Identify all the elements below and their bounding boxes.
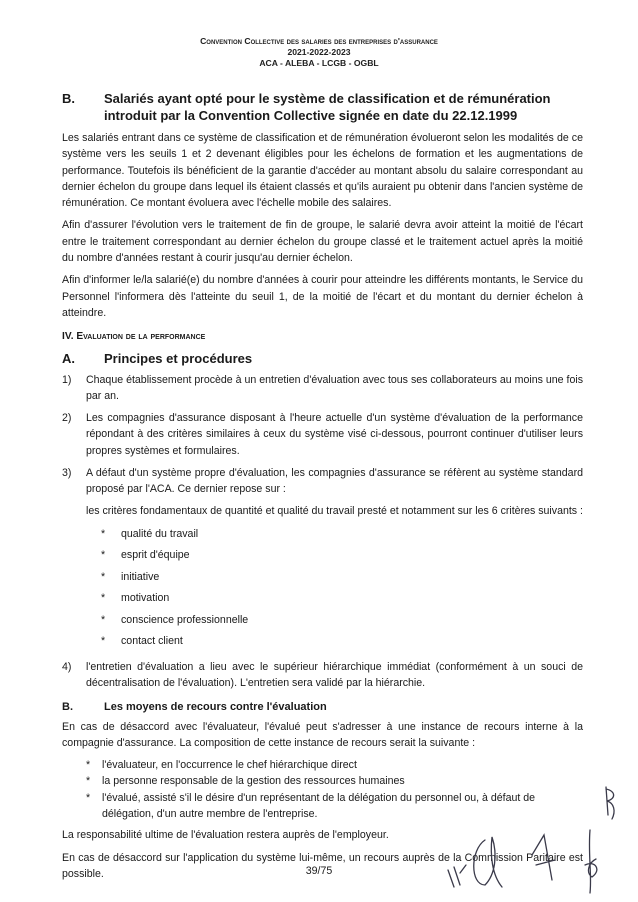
bullet-star-icon: * [101,527,106,540]
criterion-label: motivation [121,592,170,605]
list-item [62,465,583,653]
section-title: Salariés ayant opté pour le système de classification et de rémunération introduit par la Convention Collective signée en date du 22.12.1999 [104,91,551,123]
criterion-label: qualité du travail [121,527,199,540]
item-number: 1) [62,373,72,386]
criterion [101,567,583,589]
margin-initials-icon [598,785,624,825]
signature-initials-icon [440,815,630,900]
item-text: Chaque établissement procède à un entretien d'évaluation avec tous ses collaborateurs au moins une fois par an. [86,373,583,402]
item-number: 2) [62,412,72,425]
criterion-label: initiative [121,570,160,583]
item-body [86,465,583,653]
item-subtext: les critères fondamentaux de quantité et qualité du travail presté et notamment sur les 6 critères suivants : [86,504,583,517]
criterion [101,610,583,632]
criterion [101,524,583,546]
bullet-star-icon: * [101,592,106,605]
section-b2-heading [62,698,583,716]
section-title: Les moyens de recours contre l'évaluation [104,700,327,713]
member-text: la personne responsable de la gestion des ressources humaines [102,775,405,788]
criterion [101,631,583,653]
paragraph: En cas de désaccord sur l'application du système lui-même, un recours auprès de la Commission Paritaire est possible. [62,851,583,880]
item-number: 3) [62,467,72,480]
paragraph: Afin d'informer le/la salarié(e) du nombre d'années à courir pour atteindre les différents montants, le Service du Personnel l'informera dès l'atteinte du seuil 1, de la moitié de l'écart et du montant du dernier échelon à atteindre. [62,274,583,319]
bullet-star-icon: * [101,613,106,626]
member-text: l'évalué, assisté s'il le désire d'un représentant de la délégation du personnel ou, à défaut de délégation, d'un autre membre de l'entreprise. [102,791,536,821]
paragraph: Afin d'assurer l'évolution vers le traitement de fin de groupe, le salarié devra avoir atteint la moitié de l'écart entre le traitement correspondant au dernier échelon du groupe classé et le traitement actuel après la moitié du nombre d'années restant à courir jusqu'au dernier échelon. [62,219,583,265]
item-text: l'entretien d'évaluation a lieu avec le supérieur hiérarchique immédiat (conformément à un souci de décentralisation de l'évaluation). L'entretien sera validé par la hiérarchie. [86,660,583,690]
list-item [86,757,583,773]
list-item [62,659,583,692]
list-item [86,773,583,789]
paragraph: En cas de désaccord avec l'évaluateur, l'évalué peut s'adresser à une instance de recours interne à la compagnie d'assurance. La composition de cette instance de recours serait la suivante : [62,720,583,749]
section-letter: B. [62,700,73,713]
page-number: 39/75 [305,865,333,877]
section-letter: A. [62,350,75,366]
document-body [62,88,583,888]
bullet-star-icon: * [86,759,91,772]
appeal-members-list [62,757,583,822]
header-title: Convention Collective des salaries des entreprises d'assurance [200,36,438,46]
criterion-label: conscience professionnelle [121,613,249,626]
bullet-star-icon: * [86,775,91,788]
list-item [62,410,583,459]
section-letter: B. [62,91,75,106]
item-text: A défaut d'un système propre d'évaluation, les compagnies d'assurance se réfèrent au système standard proposé par l'ACA. Ce dernier repose sur : [86,467,583,496]
section-iv-heading: IV. Evaluation de la performance [62,331,206,343]
criterion-label: esprit d'équipe [121,549,190,562]
section-b1-heading [62,90,583,124]
bullet-star-icon: * [101,570,106,583]
document-header [0,36,638,69]
item-number: 4) [62,660,72,673]
criterion-label: contact client [121,635,183,648]
header-years: 2021-2022-2023 [287,47,351,57]
paragraph: La responsabilité ultime de l'évaluation restera auprès de l'employeur. [62,829,389,842]
bullet-star-icon: * [101,635,106,648]
paragraph: Les salariés entrant dans ce système de classification et de rémunération évolueront selon les modalités de ce système vers les seuils 1 et 2 devenant éligibles pour les échelons de formation et les augmentations de performance. Toutefois ils bénéficient de la garantie d'accéder au montant absolu du salaire correspondant au dernier échelon du groupe dans lequel ils étaient classés et qu'ils auraient pu obtenir dans l'ancien système de rémunération. Ce montant évoluera avec l'échelle mobile des salaires. [62,132,583,210]
item-text: Les compagnies d'assurance disposant à l'heure actuelle d'un système d'évaluation de la performance répondant à des critères similaires à ceux du système visé ci-dessous, pourront continuer d'utiliser leurs propres systèmes et formulaires. [86,412,583,457]
bullet-star-icon: * [101,549,106,562]
list-item [62,372,583,405]
section-title: Principes et procédures [104,350,253,366]
bullet-star-icon: * [86,791,91,804]
criterion [101,588,583,610]
procedure-list [62,372,583,692]
criteria-list [86,524,583,653]
section-a-heading [62,350,583,368]
header-signatories: ACA - ALEBA - LCGB - OGBL [259,58,379,68]
member-text: l'évaluateur, en l'occurrence le chef hiérarchique direct [102,759,357,772]
criterion [101,545,583,567]
